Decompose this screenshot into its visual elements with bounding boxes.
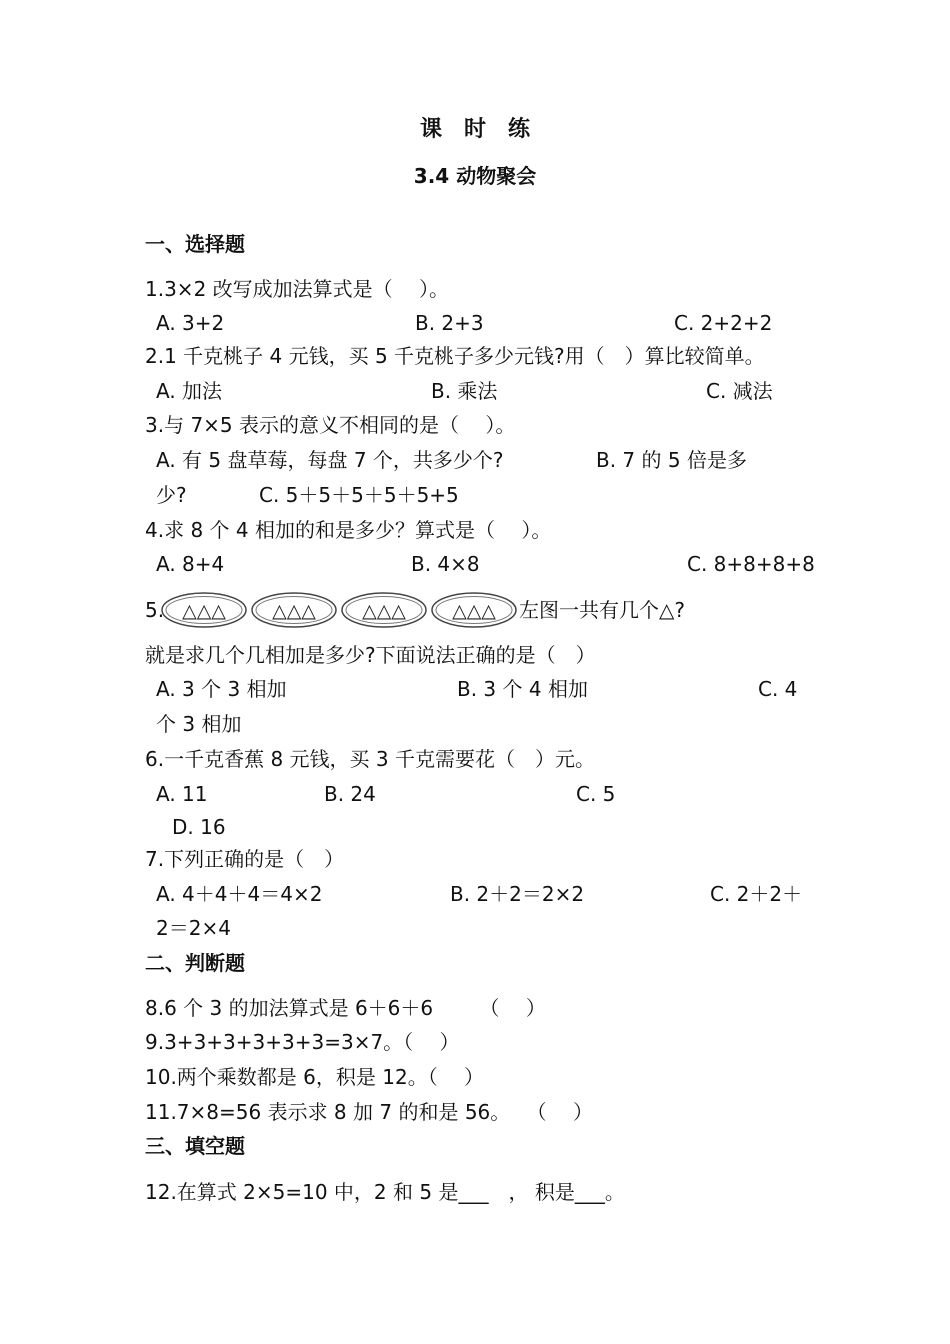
q6-option-a: A. 11 xyxy=(156,782,208,806)
section-heading-fill: 三、填空题 xyxy=(145,1134,245,1158)
q5-option-c: C. 4 xyxy=(758,677,798,701)
question-5-number: 5. xyxy=(145,598,165,622)
triangle-row: △△△ xyxy=(272,600,316,622)
q7-option-b: B. 2＋2＝2×2 xyxy=(450,882,585,906)
q3-option-a: A. 有 5 盘草莓，每盘 7 个，共多少个? xyxy=(156,448,504,472)
q3-option-b-continued: 少? xyxy=(156,483,187,507)
q6-option-d: D. 16 xyxy=(172,815,226,839)
q6-option-b: B. 24 xyxy=(324,782,376,806)
question-4: 4.求 8 个 4 相加的和是多少？算式是（ ）。 xyxy=(145,518,552,542)
q1-option-b: B. 2+3 xyxy=(415,311,484,335)
q4-option-c: C. 8+8+8+8 xyxy=(687,552,815,576)
triangle-row: △△△ xyxy=(452,600,496,622)
section-heading-judge: 二、判断题 xyxy=(145,951,245,975)
q2-option-c: C. 减法 xyxy=(706,379,773,403)
question-1: 1.3×2 改写成加法算式是（ ）。 xyxy=(145,277,450,301)
q2-option-b: B. 乘法 xyxy=(431,379,498,403)
triangle-row: △△△ xyxy=(182,600,226,622)
q7-option-c-continued: 2＝2×4 xyxy=(156,916,231,940)
question-12: 12.在算式 2×5=10 中，2 和 5 是___ ， 积是___。 xyxy=(145,1180,625,1204)
question-3: 3.与 7×5 表示的意义不相同的是（ ）。 xyxy=(145,413,516,437)
question-7: 7.下列正确的是（ ） xyxy=(145,847,345,871)
question-5-text: 左图一共有几个△? xyxy=(519,598,685,622)
question-5-line-2: 就是求几个几相加是多少?下面说法正确的是（ ） xyxy=(145,643,596,667)
question-9: 9.3+3+3+3+3+3=3×7。（ ） xyxy=(145,1030,460,1054)
q1-option-a: A. 3+2 xyxy=(156,311,225,335)
question-2: 2.1 千克桃子 4 元钱，买 5 千克桃子多少元钱?用（ ）算比较简单。 xyxy=(145,344,765,368)
page-title: 课 时 练 xyxy=(419,117,530,142)
question-11: 11.7×8=56 表示求 8 加 7 的和是 56。 （ ） xyxy=(145,1100,593,1124)
q3-option-c: C. 5＋5＋5＋5＋5+5 xyxy=(259,483,459,507)
q5-option-c-continued: 个 3 相加 xyxy=(156,712,242,736)
q7-option-c: C. 2＋2＋ xyxy=(710,882,803,906)
section-heading-choice: 一、选择题 xyxy=(145,232,245,256)
triangle-groups-figure xyxy=(160,590,518,630)
question-8: 8.6 个 3 的加法算式是 6＋6＋6 （ ） xyxy=(145,996,546,1020)
q4-option-a: A. 8+4 xyxy=(156,552,225,576)
q4-option-b: B. 4×8 xyxy=(411,552,480,576)
q1-option-c: C. 2+2+2 xyxy=(674,311,773,335)
triangle-row: △△△ xyxy=(362,600,406,622)
q6-option-c: C. 5 xyxy=(576,782,616,806)
question-10: 10.两个乘数都是 6，积是 12。（ ） xyxy=(145,1065,485,1089)
q5-option-b: B. 3 个 4 相加 xyxy=(457,677,588,701)
q5-option-a: A. 3 个 3 相加 xyxy=(156,677,287,701)
q3-option-b: B. 7 的 5 倍是多 xyxy=(596,448,747,472)
lesson-subtitle: 3.4 动物聚会 xyxy=(413,164,537,188)
q7-option-a: A. 4＋4＋4＝4×2 xyxy=(156,882,323,906)
q2-option-a: A. 加法 xyxy=(156,379,223,403)
question-6: 6.一千克香蕉 8 元钱，买 3 千克需要花（ ）元。 xyxy=(145,747,595,771)
